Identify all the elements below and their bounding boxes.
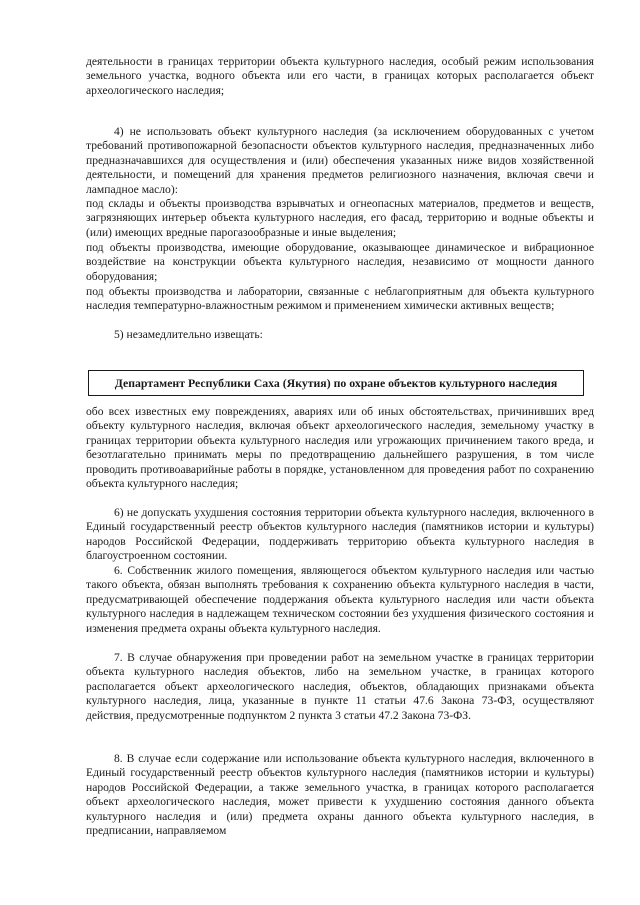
paragraph-section-7: 7. В случае обнаружения при проведении работ на земельном участке в границах территории объекта культурного наследия объектов, либо на земельном участке, в границах которого располагается объект археологического наследия, объектов, обладающих признаками объекта культурного наследия, лица, указанные в пункте 11 статьи 47.6 Закона 73-ФЗ, осуществляют действия, предусмотренные подпунктом 2 пункта 3 статьи 47.2 Закона 73-ФЗ. bbox=[86, 651, 594, 722]
paragraph-1: деятельности в границах территории объекта культурного наследия, особый режим использования земельного участка, водного объекта или его части, в границах которых располагается объект археологического наследия; bbox=[86, 55, 594, 97]
paragraph-notify: обо всех известных ему повреждениях, авариях или об иных обстоятельствах, причинивших вред объекту культурного наследия, включая объект археологического наследия, земельному участку в границах территории объекта культурного наследия или угрожающих причинением такого вреда, и безотлагательно принимать меры по предотвращению дальнейшего разрушения, в том числе проводить противоаварийные работы в порядке, установленном для проведения работ по сохранению объекта культурного наследия; bbox=[86, 405, 594, 491]
paragraph-item-5: 5) незамедлительно извещать: bbox=[114, 328, 263, 341]
paragraph-production: под объекты производства, имеющие оборудование, оказывающее динамическое и вибрационное воздействие на конструкции объекта культурного наследия, независимо от мощности данного оборудования; bbox=[86, 241, 594, 283]
paragraph-section-6: 6. Собственник жилого помещения, являющегося объектом культурного наследия или частью такого объекта, обязан выполнять требования к сохранению объекта культурного наследия в части, предусматривающей обеспечение поддержания объекта культурного наследия или части объекта культурного наследия в надлежащем техническом состоянии без ухудшения физического состояния и изменения предмета охраны объекта культурного наследия. bbox=[86, 564, 594, 635]
paragraph-section-8: 8. В случае если содержание или использование объекта культурного наследия, включенного в Единый государственный реестр объектов культурного наследия (памятников истории и культуры) народов Российской Федерации, а также земельного участка, в границах которого располагается объект археологического наследия, может привести к ухудшению состояния данного объекта культурного наследия и (или) предмета охраны данного объекта культурного наследия, в предписании, направляемом bbox=[86, 752, 594, 838]
paragraph-item-4: 4) не использовать объект культурного наследия (за исключением оборудованных с учетом требований противопожарной безопасности объектов культурного наследия, предназначенных либо предназначавшихся для осуществления и (или) обеспечения указанных ниже видов хозяйственной деятельности, и помещений для хранения предметов религиозного назначения, включая свечи и лампадное масло): bbox=[86, 125, 594, 196]
department-box: Департамент Республики Саха (Якутия) по охране объектов культурного наследия bbox=[88, 370, 584, 396]
paragraph-warehouses: под склады и объекты производства взрывчатых и огнеопасных материалов, предметов и веществ, загрязняющих интерьер объекта культурного наследия, его фасад, территорию и водные объекты и (или) имеющих вредные парогазообразные и иные выделения; bbox=[86, 197, 594, 239]
paragraph-item-6: 6) не допускать ухудшения состояния территории объекта культурного наследия, включенного в Единый государственный реестр объектов культурного наследия (памятников истории и культуры) народов Российской Федерации, поддерживать территорию объекта культурного наследия в благоустроенном состоянии. bbox=[86, 506, 594, 563]
paragraph-laboratories: под объекты производства и лаборатории, связанные с неблагоприятным для объекта культурного наследия температурно-влажностным режимом и применением химически активных веществ; bbox=[86, 285, 594, 313]
